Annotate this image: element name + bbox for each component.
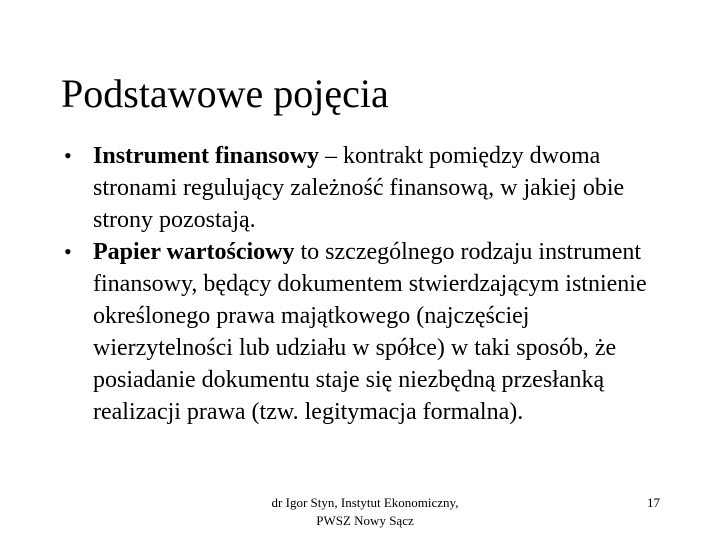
bullet-list [62,140,672,428]
slide-number: 17 [647,495,660,510]
bullet-marker: • [64,143,72,168]
bullet-item-papier-wartosciowy [62,236,672,428]
bullet-term: Papier wartościowy [93,239,295,265]
footer-institution: PWSZ Nowy Sącz [316,513,414,528]
bullet-text: to szczególnego rodzaju instrument finansowy, będący dokumentem stwierdzającym istnienie określonego prawa majątkowego (najczęściej wierzytelności lub udziału w spółce) w taki sposób, że posiadanie dokumentu staje się niezbędną przesłanką realizacji prawa (tzw. legitymacja formalna). [93,239,647,425]
slide-footer [230,494,500,530]
bullet-text: – kontrakt pomiędzy dwoma stronami regulujący zależność finansową, w jakiej obie strony pozostają. [93,143,625,233]
bullet-term: Instrument finansowy [93,143,320,169]
bullet-item-instrument-finansowy [62,140,672,236]
footer-author: dr Igor Styn, Instytut Ekonomiczny, [271,495,459,510]
slide-title: Podstawowe pojęcia [61,71,389,116]
bullet-marker: • [64,239,72,264]
